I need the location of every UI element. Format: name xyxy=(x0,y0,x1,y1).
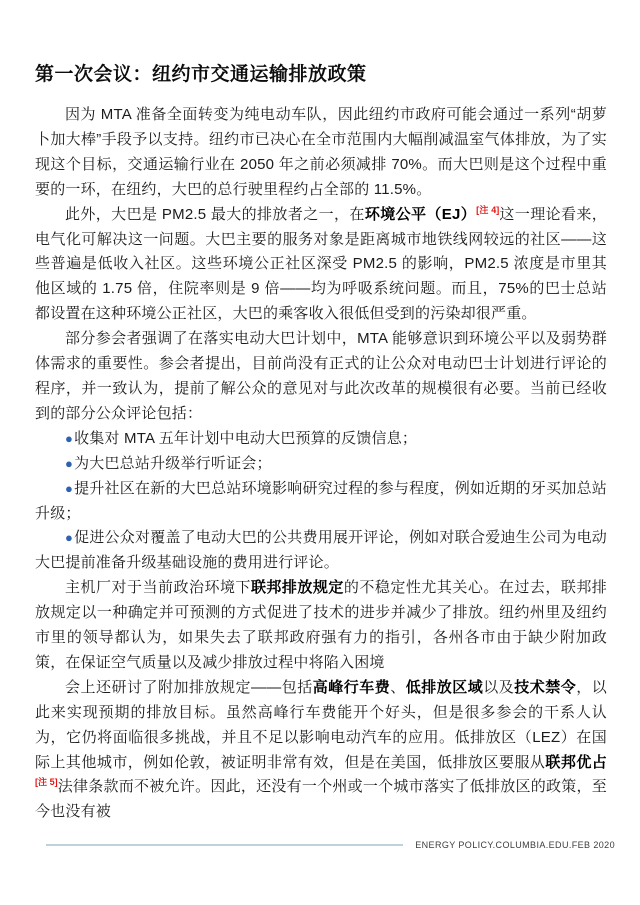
text-segment: 这一理论看来，电气化可解决这一问题。大巴主要的服务对象是距离城市地铁线网较远的社区——这些普遍是低收入社区。这些环境公正社区深受 PM2.5 的影响，PM2.5 浓度是市里其他区域的 1.75 倍，住院率则是 9 倍——均为呼吸系统问题。而且，75%的巴士总站都设置在这种环境公正社区，大巴的乘客收入很低但受到的污染却很严重。 xyxy=(35,205,608,323)
bullet-item xyxy=(35,427,607,452)
text-segment: 收集对 MTA 五年计划中电动大巴预算的反馈信息； xyxy=(74,429,418,447)
bullet-icon: ● xyxy=(65,530,74,546)
text-segment: 因为 MTA 准备全面转变为纯电动车队，因此纽约市政府可能会通过一系列“胡萝卜加大棒”手段予以支持。纽约市已决心在全市范围内大幅削减温室气体排放，为了实现这个目标，交通运输行业在 2050 年之前必须减排 70%。而大巴则是这个过程中重要的一环，在纽约，大巴的总行驶里程约占全部的 11.5%。 xyxy=(35,106,607,198)
text-segment: 此外，大巴是 PM2.5 最大的排放者之一，在 xyxy=(65,205,365,223)
footer-divider xyxy=(46,844,403,846)
page-title: 第一次会议：纽约市交通运输排放政策 xyxy=(35,64,367,85)
text-segment: 高峰行车费 xyxy=(312,678,391,696)
footnote-ref: [注 4] xyxy=(476,204,500,215)
body-paragraph xyxy=(35,676,607,825)
bullet-icon: ● xyxy=(65,430,74,446)
text-segment: 部分参会者强调了在落实电动大巴计划中，MTA 能够意识到环境公平以及弱势群体需求的重要性。参会者提出，目前尚没有正式的让公众对电动巴士计划进行评论的程序，并一致认为，提前了解公众的意见对与此次改革的规模很有必要。当前已经收到的部分公众评论包括： xyxy=(35,330,607,422)
bullet-item xyxy=(35,477,607,527)
text-segment: 主机厂对于当前政治环境下 xyxy=(65,579,251,597)
text-segment: 促进公众对覆盖了电动大巴的公共费用展开评论，例如对联合爱迪生公司为电动大巴提前准备升级基础设施的费用进行评论。 xyxy=(35,529,607,572)
text-segment: 联邦优占 xyxy=(545,753,607,771)
text-segment: 以及 xyxy=(483,678,515,696)
text-segment: 法律条款而不被允许。因此，还没有一个州或一个城市落实了低排放区的政策，至今也没有被 xyxy=(35,778,607,821)
text-segment: 为大巴总站升级举行听证会； xyxy=(74,454,272,472)
body-paragraph xyxy=(35,327,607,427)
bullet-icon: ● xyxy=(65,455,74,471)
bullet-item xyxy=(35,452,607,477)
text-segment: 、 xyxy=(390,678,406,696)
document-body xyxy=(35,103,607,825)
text-segment: 的不稳定性尤其关心。在过去，联邦排放规定以一种确定并可预测的方式促进了技术的进步并减少了排放。纽约州里及纽约市里的领导都认为，如果失去了联邦政府强有力的指引，各州各市由于缺少附加政策，在保证空气质量以及减少排放过程中将陷入困境 xyxy=(35,579,608,671)
body-paragraph xyxy=(35,103,607,203)
text-segment: 会上还研讨了附加排放规定——包括 xyxy=(65,678,313,696)
text-segment: 联邦排放规定 xyxy=(250,579,344,597)
body-paragraph xyxy=(35,203,607,328)
bullet-icon: ● xyxy=(65,480,74,496)
body-paragraph xyxy=(35,576,607,676)
text-segment: 低排放区域 xyxy=(405,678,484,696)
page-footer xyxy=(46,840,615,850)
text-segment: 环境公平（EJ） xyxy=(364,205,477,223)
footnote-ref: [注 5] xyxy=(35,777,58,788)
footer-text: ENERGY POLICY.COLUMBIA.EDU.FEB 2020 xyxy=(415,840,615,850)
text-segment: 提升社区在新的大巴总站环境影响研究过程的参与程度，例如近期的牙买加总站升级； xyxy=(35,479,607,522)
text-segment: ，以此来实现预期的排放目标。虽然高峰行车费能开个好头，但是很多参会的干系人认为，它仍将面临很多挑战，并且不足以影响电动汽车的应用。低排放区（LEZ）在国际上其他城市，例如伦敦，被证明非常有效，但是在美国，低排放区要服从 xyxy=(35,678,607,771)
bullet-item xyxy=(35,526,607,576)
text-segment: 技术禁令 xyxy=(514,678,577,696)
